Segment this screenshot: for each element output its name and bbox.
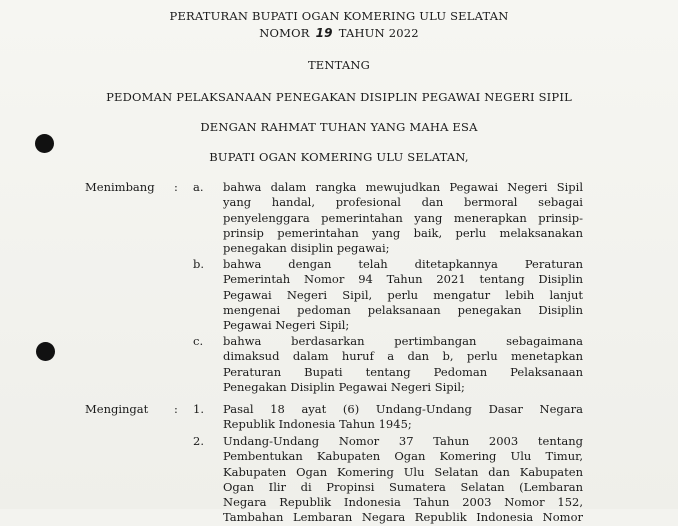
text-line: Negara Republik Indonesia Tahun 2003 Nomor 152, — [223, 495, 583, 510]
menimbang-label: Menimbang — [85, 180, 155, 194]
mengingat-label: Mengingat — [85, 402, 149, 416]
text-line: Ogan Ilir di Propinsi Sumatera Selatan (Lembaran — [223, 479, 583, 494]
menimbang-marker-a: a. — [193, 180, 204, 194]
mengingat-colon: : — [174, 402, 178, 416]
text-line: Pasal 18 ayat (6) Undang-Undang Dasar Negara — [223, 402, 583, 416]
text-line: Republik Indonesia Tahun 1945; — [223, 417, 412, 432]
text-line: penyelenggara pemerintahan yang menerapkan prinsip- — [223, 210, 583, 225]
text-line: Pegawai Negeri Sipil; — [223, 318, 350, 333]
bupati-line: BUPATI OGAN KOMERING ULU SELATAN, — [209, 150, 469, 164]
menimbang-item-a — [223, 180, 583, 256]
text-line: bahwa dalam rangka mewujudkan Pegawai Negeri Sipil — [223, 180, 583, 194]
mengingat-marker-1: 1. — [193, 402, 204, 416]
text-line: bahwa berdasarkan pertimbangan sebagaimana — [223, 334, 583, 348]
menimbang-colon: : — [174, 180, 178, 194]
text-line: Penegakan Disiplin Pegawai Negeri Sipil; — [223, 379, 465, 394]
regulation-title: PERATURAN BUPATI OGAN KOMERING ULU SELATAN — [169, 9, 509, 23]
text-line: yang handal, profesional dan bermoral sebagai — [223, 195, 583, 210]
text-line: Pemerintah Nomor 94 Tahun 2021 tentang Disiplin — [223, 272, 583, 287]
text-line: Undang-Undang Nomor 37 Tahun 2003 tentang — [223, 434, 583, 448]
mengingat-item-2 — [223, 434, 583, 526]
nomor-value: 19 — [315, 26, 333, 40]
regulation-subject: PEDOMAN PELAKSANAAN PENEGAKAN DISIPLIN PEGAWAI NEGERI SIPIL — [106, 90, 572, 104]
text-line: prinsip pemerintahan yang baik, perlu melaksanakan — [223, 225, 583, 240]
text-line: Peraturan Bupati tentang Pedoman Pelaksanaan — [223, 364, 583, 379]
text-line: dimaksud dalam huruf a dan b, perlu menetapkan — [223, 349, 583, 364]
menimbang-item-b — [223, 257, 583, 333]
menimbang-marker-b: b. — [193, 257, 205, 271]
mengingat-marker-2: 2. — [193, 434, 204, 448]
menimbang-item-c — [223, 334, 583, 395]
mengingat-item-1 — [223, 402, 583, 433]
tentang-heading: TENTANG — [307, 58, 371, 72]
regulation-number — [0, 26, 678, 40]
text-line: mengenai pedoman pelaksanaan penegakan Disiplin — [223, 302, 583, 317]
text-line: Pegawai Negeri Sipil, perlu mengatur lebih lanjut — [223, 287, 583, 302]
text-line: penegakan disiplin pegawai; — [223, 241, 390, 256]
menimbang-marker-c: c. — [193, 334, 204, 348]
nomor-prefix: NOMOR — [259, 26, 310, 40]
text-line: bahwa dengan telah ditetapkannya Peraturan — [223, 257, 583, 271]
nomor-suffix: TAHUN 2022 — [338, 26, 419, 40]
text-line: Kabupaten Ogan Komering Ulu Selatan dan Kabupaten — [223, 464, 583, 479]
punch-hole-middle — [36, 342, 55, 361]
text-line: Pembentukan Kabupaten Ogan Komering Ulu Timur, — [223, 449, 583, 464]
text-line: Tambahan Lembaran Negara Republik Indonesia Nomor — [223, 510, 583, 525]
rahmat-line: DENGAN RAHMAT TUHAN YANG MAHA ESA — [200, 120, 478, 134]
